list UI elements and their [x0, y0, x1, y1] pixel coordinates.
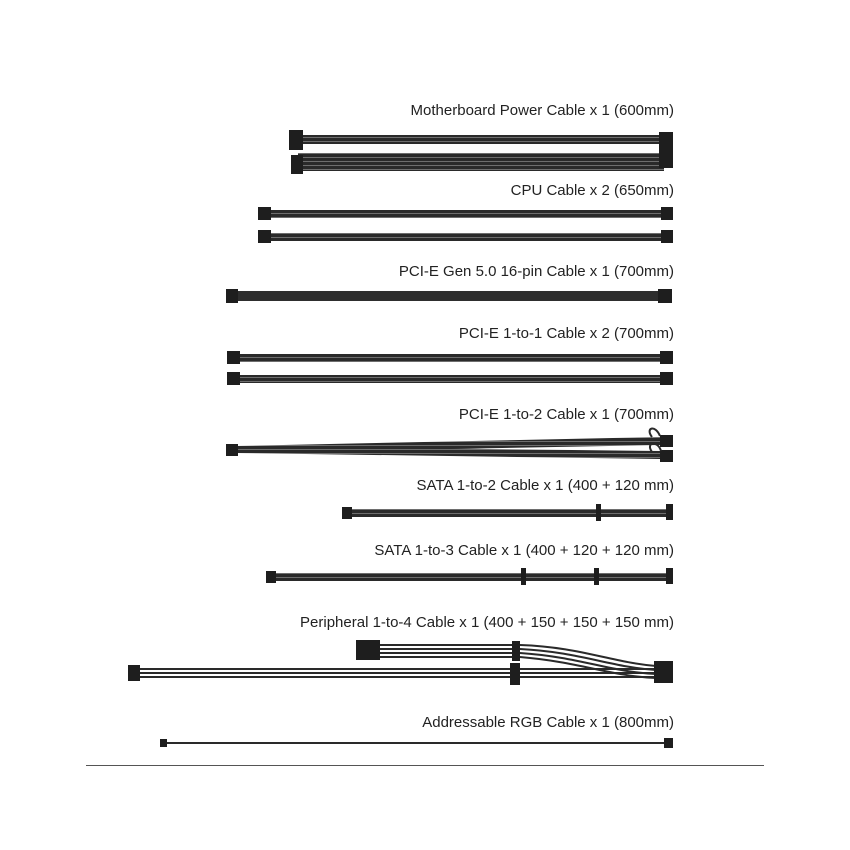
cable-label-sata-1to2: SATA 1-to-2 Cable x 1 (400 + 120 mm) [416, 477, 674, 494]
argb-cable-image [160, 738, 673, 748]
sata-1to2-cable-image [342, 504, 673, 521]
pcie-1to2-cable-image [226, 429, 673, 462]
cable-label-sata-1to3: SATA 1-to-3 Cable x 1 (400 + 120 + 120 mm) [374, 542, 674, 559]
bottom-divider [86, 765, 764, 766]
connector-icon [289, 130, 303, 150]
pcie-16pin-cable-image [226, 289, 672, 303]
connector-icon [659, 132, 673, 168]
cable-label-pcie-1to2: PCI-E 1-to-2 Cable x 1 (700mm) [458, 406, 674, 423]
cable-label-pcie-16pin: PCI-E Gen 5.0 16-pin Cable x 1 (700mm) [398, 263, 674, 280]
connector-icon [291, 155, 303, 174]
cable-label-pcie-1to1: PCI-E 1-to-1 Cable x 2 (700mm) [458, 325, 674, 342]
pcie-1to1-cable-image [227, 351, 673, 385]
motherboard-cable-image [289, 130, 673, 174]
cable-label-argb: Addressable RGB Cable x 1 (800mm) [422, 714, 674, 731]
cpu-cable-image [258, 207, 673, 243]
cable-label-peripheral: Peripheral 1-to-4 Cable x 1 (400 + 150 + 150 + 150 mm) [300, 614, 674, 631]
cable-label-cpu: CPU Cable x 2 (650mm) [510, 182, 674, 199]
cable-label-motherboard: Motherboard Power Cable x 1 (600mm) [410, 102, 674, 119]
sata-1to3-cable-image [266, 568, 673, 585]
peripheral-cable-image [128, 640, 673, 685]
